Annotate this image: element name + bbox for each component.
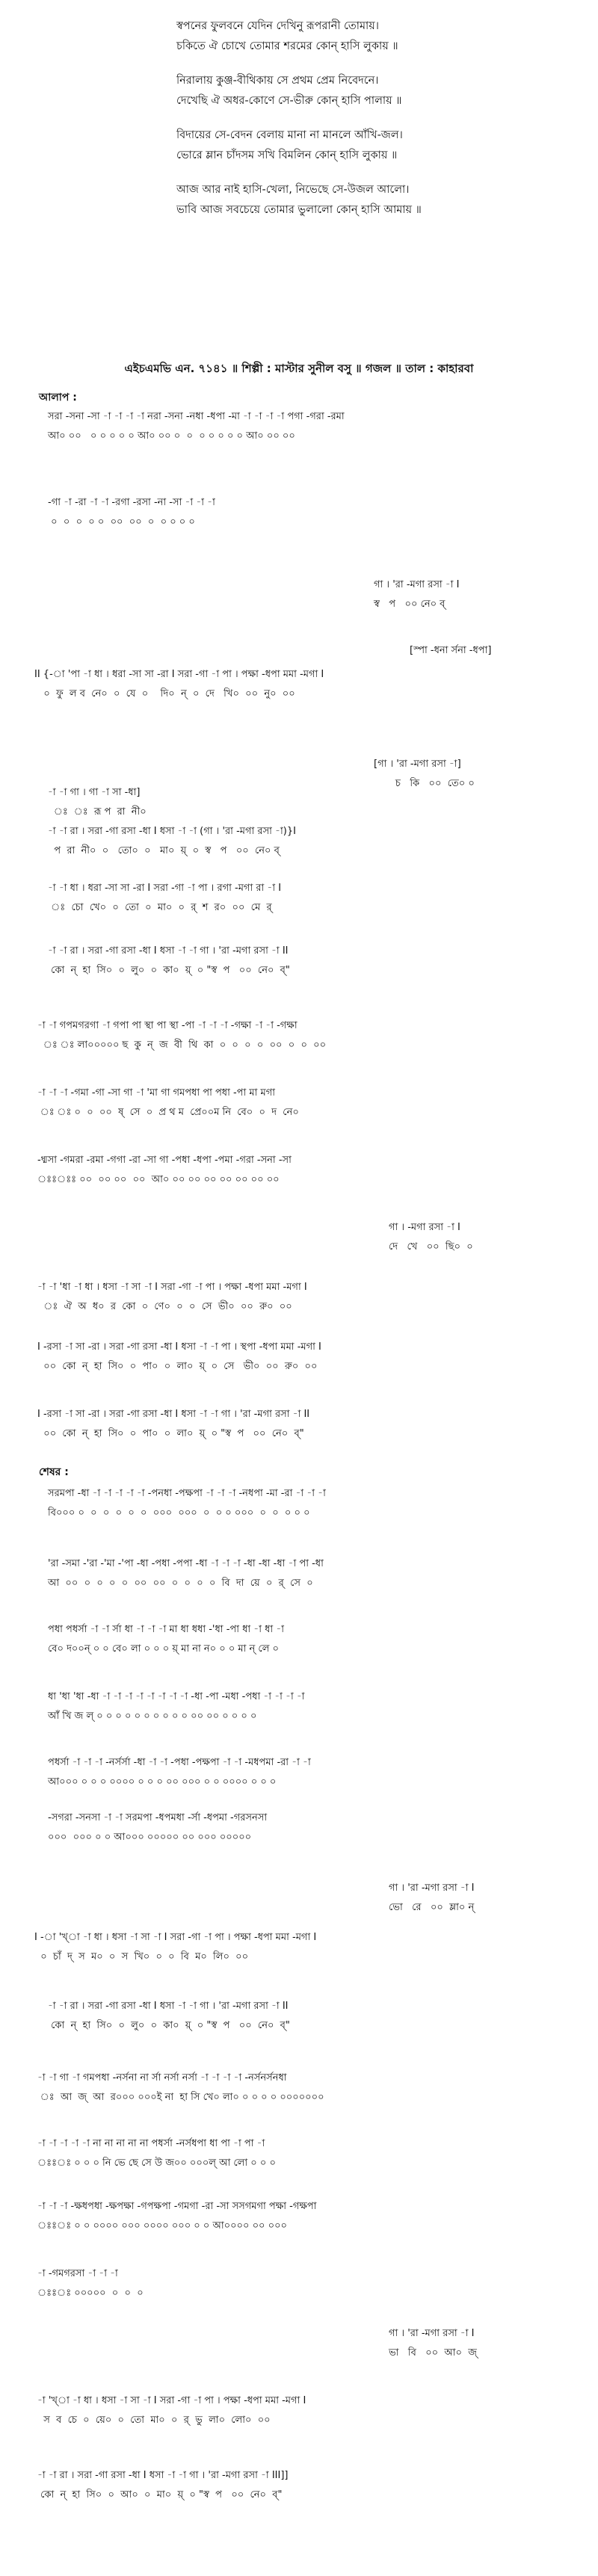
notation-text: I -রসা -া সা -রা । সরা -গা রসা -ধা I ধসা -া -া গা । 'রা -মগা রসা -া II ০০ কো ন্ হা সি০ ০ পা০ ০ লা০ য়্ ০ "স্ব প ০০ নে০ ব্": [37, 1409, 310, 1439]
notation-block: [48, 942, 290, 980]
poem-line: চকিতে ঐ চোখে তোমার শরমের কোন্ হাসি লুকায় ॥: [176, 40, 398, 52]
notation-text: -া -া 'ধা -া ধা । ধসা -া সা -া I সরা -গা -া পা । পক্ষা -ধপা মমা -মগা I ঃ ঐ অ ধ০ র কো ০ ণে০ ০ ০ সে ভী০ ০০ রু০ ০০: [37, 1282, 307, 1312]
notation-text: সরমপা -ধা -া -া -া -া -া -পনধা -পক্ষপা -া -া -া -নধপা -মা -রা -া -া -া বি০০০ ০ ০ ০ ০ ০ ০ ০০০ ০০০ ০ ০ ০ ০০০ ০ ০ ০ ০ ০: [48, 1488, 326, 1519]
notation-text: -া -া ধা । ধরা -সা সা -রা I সরা -গা -া পা । রগা -মগা রা -া I ঃ চো খে০ ০ তো ০ মা০ ০ র্ শ র০ ০০ মে র্: [48, 883, 282, 913]
notation-text: -া -গমগরসা -া -া -া ঃঃঃ ০০০০০ ০ ০ ০: [37, 2268, 144, 2299]
notation-text: -া -া -া -া -া না না না না না পধর্সা -নর্সধপা ধা পা -া পা -া ঃঃঃ ০ ০ ০ নি ভে ছে সে উ জ০০ ০০০ল্ আ লো ০ ০ ০: [37, 2138, 276, 2169]
notation-text: -া 'খ্া -া ধা । ধসা -া সা -া I সরা -গা -া পা । পক্ষা -ধপা মমা -মগা I স ব চে ০ য়ে০ ০ তো মা০ ০ র্ ভু লা০ লো০ ০০: [37, 2395, 306, 2426]
poem-line: ভোরে ম্লান চাঁদসম সখি বিমলিন কোন্ হাসি লুকায় ॥: [176, 149, 398, 161]
notation-block: [48, 879, 281, 918]
notation-block: [48, 1687, 305, 1726]
notation-text: পধর্সা -া -া -া -নর্সর্সা -ধা -া -া -পধা -পক্ষপা -া -া -মধপমা -রা -া -া আ০০০ ০ ০ ০ ০০০০ ০ ০ ০ ০০ ০০০ ০ ০ ০০০০ ০ ০ ০: [48, 1757, 311, 1788]
notation-text: -া -া -া -ক্ষধপধা -ক্ষপক্ষা -গপক্ষপা -গমগা -রা -সা সসগমগা পক্ষা -গক্ষপা ঃঃঃ ০ ০ ০০০০ ০০০ ০০০০ ০০০ ০ ০ আ০০০০ ০০ ০০০: [37, 2201, 317, 2231]
notation-text: 'রা -সমা -'রা -'মা -'পা -ধা -পধা -পপা -ধা -া -া -া -ধা -ধা -ধা -া পা -ধা আ ০০ ০ ০ ০ ০ ০০ ০০ ০ ০ ০ ০ বি দা য়ে ০ র্ সে ০: [48, 1558, 324, 1589]
notation-block: [48, 407, 345, 446]
poem-lyrics: [176, 16, 565, 235]
notation-block: [37, 2197, 317, 2236]
notation-block: [374, 755, 475, 794]
notation-text: [গা । 'রা -মগা রসা -া] চ কি ০০ তে০ ০: [374, 759, 475, 789]
notation-text: -া -া রা । সরা -গা রসা -ধা I ধসা -া -া গা । 'রা -মগা রসা -া III]] কো ন্ হা সি০ ০ আ০ ০ মা০ য়্ ০ "স্ব প ০০ নে০ ব্": [37, 2470, 289, 2501]
notation-text: সরা -সনা -সা -া -া -া -া নরা -সনা -নধা -ধপা -মা -া -া -া -া পগা -গরা -রমা আ০ ০০ ০ ০ ০ ০ ০ আ০ ০০ ০ ০ ০ ০ ০ ০ ০ আ০ ০০ ০০: [48, 411, 345, 442]
poem-line: আজ আর নাই হাসি-খেলা, নিভেছে সে-উজল আলো।: [176, 184, 410, 196]
poem-stanza: [176, 16, 565, 57]
notation-block: [37, 1338, 321, 1377]
poem-stanza: [176, 180, 565, 220]
notation-block: [48, 1997, 290, 2036]
poem-line: নিরালায় কুঞ্জ-বীথিকায় সে প্রথম প্রেম নিবেদনে।: [176, 75, 379, 87]
notation-block: [37, 2466, 288, 2505]
notation-block: [37, 2391, 306, 2430]
notation-text: গা । 'রা -মগা রসা -া I ভা বি ০০ আ০ জ্: [389, 2328, 477, 2359]
notation-block: [34, 665, 324, 704]
notation-block: [48, 1809, 267, 1847]
notation-text: -সগরা -সনসা -া -া সরমপা -ধপমধা -র্সা -ধপমা -গরসনসা ০০০ ০০০ ০ ০ আ০০০ ০০০০০ ০০ ০০০ ০০০০০: [48, 1812, 268, 1843]
notation-block: [37, 1405, 309, 1444]
notation-text: I -রসা -া সা -রা । সরা -গা রসা -ধা I ধসা -া -া পা । স্থপা -ধপা মমা -মগা I ০০ কো ন্ হা সি০ ০ পা০ ০ লা০ য়্ ০ সে ভী০ ০০ রু০ ০০: [37, 1341, 321, 1372]
poem-line: দেখেছি ঐ অধর-কোণে সে-ভীরু কোন্ হাসি পালায় ॥: [176, 95, 402, 107]
notation-text: -া -া -া -গমা -গা -সা গা -া 'মা গা গমপধা পা পধা -পা মা মগা ঃ ঃ ০ ০ ০০ ষ্ সে ০ প্র থ ম প্রে০০ম নি বে০ ০ দ নে০: [37, 1087, 299, 1118]
poem-line: স্বপনের ফুলবনে যেদিন দেখিনু রূপরানী তোমায়।: [176, 20, 379, 32]
notation-block: [48, 1484, 326, 1523]
notation-text: গা । 'রা -মগা রসা -া I ভো রে ০০ ম্লা০ ন্: [389, 1882, 475, 1913]
notation-block: [37, 1278, 307, 1317]
notation-block: [48, 1554, 324, 1593]
notation-text: -া -া রা । সরা -গা রসা -ধা I ধসা -া -া গা । 'রা -মগা রসা -া II কো ন্ হা সি০ ০ লু০ ০ কা০ য়্ ০ "স্ব প ০০ নে০ ব্": [48, 2001, 290, 2031]
poem-stanza: [176, 126, 565, 166]
notation-text: পধা পধর্সা -া -া র্সা ধা -া -া -া মা ধা ধধা -'ধা -পা ধা -া ধা -া বে০ দ০০ন্ ০ ০ বে০ লা ০ ০ ০ য়্ মা না ন০ ০ ০ মা ন্ লে ০: [48, 1624, 285, 1655]
notation-block: [48, 493, 215, 532]
notation-block: [37, 2069, 324, 2107]
notation-block: [410, 641, 491, 661]
section-heading-shesh: শেষর :: [39, 1466, 69, 1478]
notation-text: I -া 'খ্া -া ধা । ধসা -া সা -া I সরা -গা -া পা । পক্ষা -ধপা মমা -মগা I ০ চাঁ দ্ স ম০ ০ স খি০ ০ ০ বি ম০ লি০ ০০: [34, 1932, 317, 1962]
notation-text: -া -া গা -া গমপধা -নর্সনা না র্সা নর্সা নর্সা -া -া -া -া -নর্সনর্সনধা ঃ আ জ্ আ র০০০ ০০০ই না হা সি খে০ লা০ ০ ০ ০ ০ ০০০০০০০: [37, 2072, 324, 2103]
notation-block: [37, 1084, 299, 1122]
poem-line: ভাবি আজ সবচেয়ে তোমার ভুলালো কোন্ হাসি আমায় ॥: [176, 204, 422, 216]
notation-block: [37, 1016, 326, 1055]
notation-text: -া -া গা । গা -া সা -ধা] ঃ ঃ রূ প রা নী০ -া -া রা । সরা -গা রসা -ধা I ধসা -া -া (গা । 'রা -মগা রসা -া)}I প রা নী০ ০ তো০ ০ মা০ য়্ ০ স্ব প ০০ নে০ ব্: [48, 787, 296, 856]
notation-block: [34, 1928, 316, 1967]
poem-line: বিদায়ের সে-বেদন বেলায় মানা না মানলে আঁখি-জল।: [176, 129, 403, 141]
notation-text: II {-া 'পা -া ধা । ধরা -সা সা -রা I সরা -গা -া পা । পক্ষা -ধপা মমা -মগা I ০ ফু ল ব নে০ ০ যে ০ দি০ ন্ ০ দে খি০ ০০ নু০ ০০: [34, 669, 324, 699]
notation-text: -গা -া -রা -া -া -রগা -রসা -না -সা -া -া -া ০ ০ ০ ০ ০ ০০ ০০ ০ ০ ০ ০ ০: [48, 497, 215, 528]
notation-block: [48, 1620, 284, 1659]
notation-block: [389, 1218, 473, 1257]
notation-block: [37, 2264, 144, 2303]
notation-text: -ধ্মসা -গমরা -রমা -গগা -রা -সা গা -পধা -ধপা -পমা -গরা -সনা -সা ঃঃঃঃ ০০ ০০ ০০ ০০ আ০ ০০ ০০ ০০ ০০ ০০ ০০ ০০: [37, 1155, 292, 1185]
notation-block: [48, 783, 296, 861]
notation-text: -া -া রা । সরা -গা রসা -ধা I ধসা -া -া গা । 'রা -মগা রসা -া II কো ন্ হা সি০ ০ লু০ ০ কা০ য়্ ০ "স্ব প ০০ নে০ ব্": [48, 945, 290, 976]
notation-block: [37, 2134, 276, 2173]
notation-block: [374, 575, 459, 614]
notation-text: গা । -মগা রসা -া I দে খে ০০ ছি০ ০: [389, 1222, 473, 1253]
notation-text: -া -া গপমগরগা -া গপা পা স্থা পা স্থা -পা -া -া -া -গক্ষা -া -া -গক্ষা ঃ ঃ লা০০০০০ ছ কু ন্ জ বী থি কা ০ ০ ০ ০ ০০ ০ ০ ০০: [37, 1020, 327, 1051]
section-heading-alap: আলাপ :: [39, 392, 77, 404]
record-info-line: এইচএমভি এন. ৭১৪১ ॥ শিল্পী : মাস্টার সুনীল বসু ॥ গজল ॥ তাল : কাহারবা: [124, 362, 474, 375]
notation-text: ধা 'ধা 'ধা -ধা -া -া -া -া -া -া -া -া -ধা -পা -মধা -পধা -া -া -া -া আঁ খি জ ল্ ০ ০ ০ ০ ০ ০ ০ ০ ০ ০ ০০ ০০ ০ ০ ০ ০: [48, 1691, 305, 1722]
notation-block: [389, 1879, 474, 1918]
notation-text: গা । 'রা -মগা রসা -া I স্ব প ০০ নে০ ব্: [374, 579, 460, 610]
notation-block: [389, 2324, 477, 2363]
notation-block: [48, 1753, 311, 1792]
notation-block: [37, 1151, 292, 1190]
notation-text: [স্পা -ধনা র্সনা -ধপা]: [410, 645, 492, 656]
poem-stanza: [176, 71, 565, 111]
